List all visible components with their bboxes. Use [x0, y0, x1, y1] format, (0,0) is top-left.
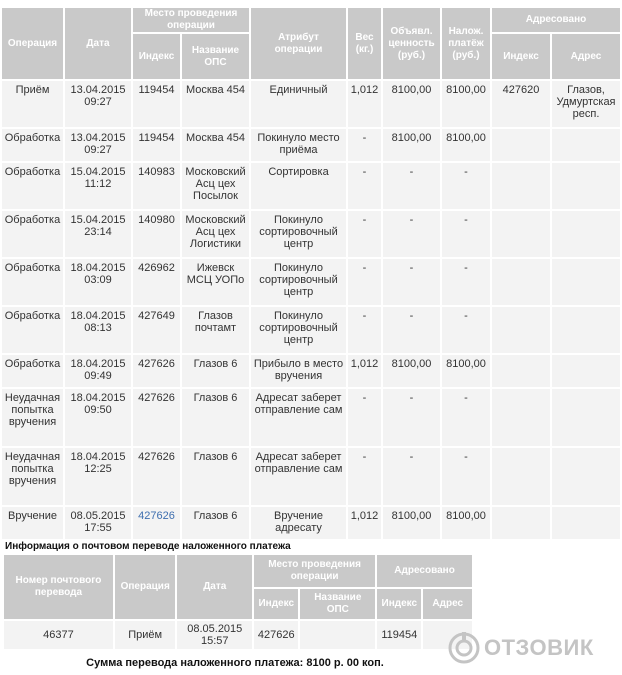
tracking-row	[2, 81, 620, 127]
tr-col-address: Адрес	[423, 589, 472, 619]
row-weight: -	[348, 307, 381, 353]
row-index: 427626	[133, 389, 180, 446]
transfer-index: 427626	[254, 621, 298, 649]
row-declared-value: -	[383, 259, 440, 305]
row-addr-index	[492, 163, 550, 209]
col-index: Индекс	[133, 34, 180, 79]
transfer-date-time: 15:57	[201, 635, 229, 647]
tracking-row	[2, 389, 620, 446]
tr-col-date: Дата	[177, 555, 252, 619]
row-date	[65, 389, 131, 446]
row-weight: -	[348, 129, 381, 161]
tr-col-addr-index: Индекс	[377, 589, 421, 619]
row-cod: -	[442, 389, 490, 446]
row-declared-value: -	[383, 211, 440, 257]
row-date	[65, 507, 131, 539]
row-index-link[interactable]: 427626	[138, 510, 175, 522]
row-ops-name: Московский Асц цех Логистики	[182, 211, 249, 257]
row-attribute: Прибыло в место вручения	[251, 355, 346, 387]
row-date	[65, 307, 131, 353]
row-attribute: Покинуло сортировочный центр	[251, 211, 346, 257]
otzovik-logo-icon	[448, 632, 480, 664]
row-ops-name: Ижевск МСЦ УОПо	[182, 259, 249, 305]
row-addr-index	[492, 507, 550, 539]
row-operation: Обработка	[2, 259, 63, 305]
row-operation: Обработка	[2, 163, 63, 209]
transfer-date-day: 08.05.2015	[187, 623, 243, 635]
row-index: 427649	[133, 307, 180, 353]
row-date-time: 23:14	[84, 226, 112, 238]
transfer-section-title: Информация о почтовом переводе наложенного платежа	[5, 541, 291, 552]
row-operation: Обработка	[2, 211, 63, 257]
otzovik-watermark	[448, 632, 596, 664]
row-date-time: 08:13	[84, 322, 112, 334]
transfer-ops-name	[300, 621, 375, 649]
row-ops-name: Глазов 6	[182, 389, 249, 446]
row-weight: -	[348, 389, 381, 446]
row-date	[65, 81, 131, 127]
row-date-time: 09:27	[84, 96, 112, 108]
row-weight: 1,012	[348, 507, 381, 539]
row-operation: Обработка	[2, 307, 63, 353]
row-date-day: 18.04.2015	[70, 310, 126, 322]
row-address	[552, 507, 620, 539]
tracking-row	[2, 448, 620, 505]
row-declared-value: 8100,00	[383, 81, 440, 127]
row-ops-name: Глазов 6	[182, 355, 249, 387]
row-ops-name: Московский Асц цех Посылок	[182, 163, 249, 209]
col-date: Дата	[65, 8, 131, 79]
row-date	[65, 448, 131, 505]
row-operation: Приём	[2, 81, 63, 127]
col-operation: Операция	[2, 8, 63, 79]
row-declared-value: -	[383, 389, 440, 446]
row-date-time: 09:50	[84, 404, 112, 416]
tracking-table	[0, 6, 622, 541]
col-cod: Налож. платёж (руб.)	[442, 8, 490, 79]
row-date	[65, 129, 131, 161]
row-declared-value: 8100,00	[383, 129, 440, 161]
row-date-day: 08.05.2015	[70, 510, 126, 522]
row-weight: -	[348, 448, 381, 505]
row-index	[133, 507, 180, 539]
row-cod: -	[442, 448, 490, 505]
row-date	[65, 259, 131, 305]
tracking-row	[2, 307, 620, 353]
row-date-day: 13.04.2015	[70, 132, 126, 144]
row-index: 426962	[133, 259, 180, 305]
tracking-row	[2, 259, 620, 305]
row-operation: Обработка	[2, 355, 63, 387]
row-addr-index	[492, 389, 550, 446]
row-index: 119454	[133, 129, 180, 161]
row-date-time: 09:27	[84, 144, 112, 156]
row-cod: -	[442, 259, 490, 305]
row-attribute: Адресат заберет отправление сам	[251, 448, 346, 505]
row-address	[552, 448, 620, 505]
row-ops-name: Глазов 6	[182, 507, 249, 539]
row-weight: -	[348, 259, 381, 305]
row-date	[65, 355, 131, 387]
tracking-row	[2, 129, 620, 161]
row-date-time: 12:25	[84, 463, 112, 475]
tr-col-number: Номер почтового перевода	[4, 555, 113, 619]
tr-col-ops-name: Название ОПС	[300, 589, 375, 619]
row-date-time: 17:55	[84, 522, 112, 534]
tr-col-place: Место проведения операции	[254, 555, 375, 587]
transfer-number: 46377	[4, 621, 113, 649]
tr-col-addressed: Адресовано	[377, 555, 472, 587]
row-weight: 1,012	[348, 355, 381, 387]
row-index: 427626	[133, 355, 180, 387]
col-address: Адрес	[552, 34, 620, 79]
row-weight: -	[348, 163, 381, 209]
row-addr-index	[492, 129, 550, 161]
row-cod: 8100,00	[442, 507, 490, 539]
row-attribute: Единичный	[251, 81, 346, 127]
row-attribute: Покинуло сортировочный центр	[251, 307, 346, 353]
row-ops-name: Москва 454	[182, 129, 249, 161]
row-operation: Неудачная попытка вручения	[2, 448, 63, 505]
col-weight: Вес (кг.)	[348, 8, 381, 79]
row-operation: Вручение	[2, 507, 63, 539]
col-ops-name: Название ОПС	[182, 34, 249, 79]
row-addr-index	[492, 259, 550, 305]
col-declared-value: Объявл. ценность (руб.)	[383, 8, 440, 79]
row-cod: -	[442, 307, 490, 353]
row-declared-value: -	[383, 448, 440, 505]
row-attribute: Вручение адресату	[251, 507, 346, 539]
row-cod: 8100,00	[442, 355, 490, 387]
tracking-row	[2, 355, 620, 387]
tr-col-index: Индекс	[254, 589, 298, 619]
transfer-row	[4, 621, 472, 649]
row-attribute: Сортировка	[251, 163, 346, 209]
row-date-day: 15.04.2015	[70, 166, 126, 178]
row-operation: Обработка	[2, 129, 63, 161]
row-date-day: 18.04.2015	[70, 392, 126, 404]
transfer-table	[2, 553, 474, 651]
col-addressed: Адресовано	[492, 8, 620, 32]
row-index: 427626	[133, 448, 180, 505]
row-addr-index	[492, 211, 550, 257]
row-date-day: 15.04.2015	[70, 214, 126, 226]
row-cod: 8100,00	[442, 81, 490, 127]
row-date-time: 09:49	[84, 370, 112, 382]
row-date	[65, 211, 131, 257]
row-cod: -	[442, 211, 490, 257]
row-declared-value: 8100,00	[383, 507, 440, 539]
row-date-day: 13.04.2015	[70, 84, 126, 96]
watermark-text: ОТЗОВИК	[484, 635, 594, 660]
row-date-time: 11:12	[84, 178, 112, 190]
row-addr-index	[492, 448, 550, 505]
row-addr-index	[492, 355, 550, 387]
row-address	[552, 389, 620, 446]
row-operation: Неудачная попытка вручения	[2, 389, 63, 446]
row-address	[552, 163, 620, 209]
tracking-row	[2, 507, 620, 539]
row-ops-name: Глазов почтамт	[182, 307, 249, 353]
row-index: 140983	[133, 163, 180, 209]
row-address	[552, 355, 620, 387]
row-index: 140980	[133, 211, 180, 257]
row-weight: 1,012	[348, 81, 381, 127]
row-address	[552, 259, 620, 305]
row-address	[552, 307, 620, 353]
row-addr-index	[492, 307, 550, 353]
transfer-date	[177, 621, 252, 649]
row-cod: -	[442, 163, 490, 209]
row-date-time: 03:09	[84, 274, 112, 286]
tracking-row	[2, 211, 620, 257]
tr-col-operation: Операция	[115, 555, 176, 619]
row-attribute: Покинуло место приёма	[251, 129, 346, 161]
row-date-day: 18.04.2015	[70, 262, 126, 274]
transfer-addr-index: 119454	[377, 621, 421, 649]
row-date	[65, 163, 131, 209]
row-ops-name: Москва 454	[182, 81, 249, 127]
row-date-day: 18.04.2015	[70, 358, 126, 370]
row-address	[552, 211, 620, 257]
row-cod: 8100,00	[442, 129, 490, 161]
transfer-sum: Сумма перевода наложенного платежа: 8100 р. 00 коп.	[86, 657, 384, 669]
transfer-operation: Приём	[115, 621, 176, 649]
row-declared-value: 8100,00	[383, 355, 440, 387]
row-index: 119454	[133, 81, 180, 127]
row-declared-value: -	[383, 307, 440, 353]
tracking-row	[2, 163, 620, 209]
row-addr-index: 427620	[492, 81, 550, 127]
row-address	[552, 129, 620, 161]
col-place: Место проведения операции	[133, 8, 249, 32]
col-addr-index: Индекс	[492, 34, 550, 79]
row-weight: -	[348, 211, 381, 257]
row-attribute: Покинуло сортировочный центр	[251, 259, 346, 305]
row-declared-value: -	[383, 163, 440, 209]
row-address: Глазов, Удмуртская респ.	[552, 81, 620, 127]
row-attribute: Адресат заберет отправление сам	[251, 389, 346, 446]
col-attribute: Атрибут операции	[251, 8, 346, 79]
row-date-day: 18.04.2015	[70, 451, 126, 463]
row-ops-name: Глазов 6	[182, 448, 249, 505]
